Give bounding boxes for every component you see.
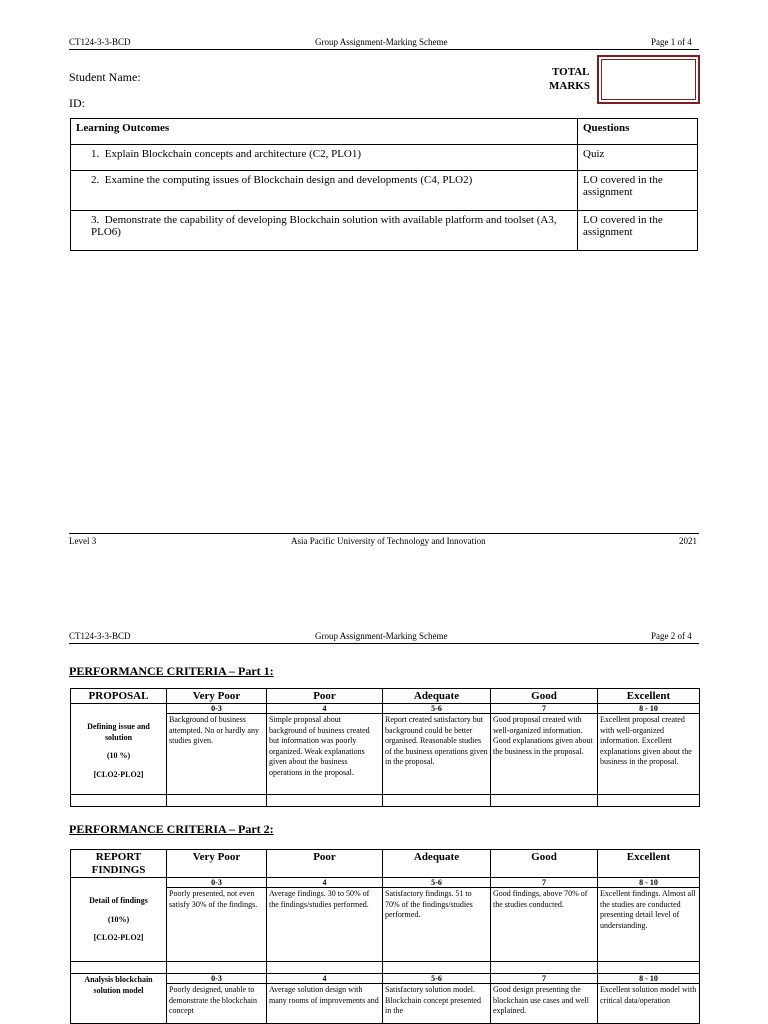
id-label: ID: <box>69 96 85 110</box>
cell-poor: Average findings. 30 to 50% of the findings/studies performed. <box>267 888 383 962</box>
page1-footer-rule <box>69 533 699 534</box>
criterion-name: Detail of findings <box>89 896 148 905</box>
range-very-poor: 0-3 <box>167 704 267 714</box>
part1-blank-cell <box>167 795 267 807</box>
cell-adequate: Satisfactory findings. 51 to 70% of the findings/studies performed. <box>383 888 491 962</box>
part2-header-poor: Poor <box>267 850 383 878</box>
criterion-weight: (10%) <box>107 914 130 924</box>
lo-header: Learning Outcomes <box>71 119 578 145</box>
cell-poor: Average solution design with many rooms of improvements and <box>267 984 383 1024</box>
part2-blank-cell <box>71 962 167 974</box>
range-very-poor: 0-3 <box>167 974 267 984</box>
lo-number: 2. <box>91 174 100 186</box>
criterion-clo: [CLO2-PLO2] <box>93 769 144 779</box>
lo-number: 1. <box>91 148 100 160</box>
part1-header-good: Good <box>491 689 598 704</box>
range-adequate: 5-6 <box>383 704 491 714</box>
range-poor: 4 <box>267 878 383 888</box>
part1-header-poor: Poor <box>267 689 383 704</box>
lo-number: 3. <box>91 214 100 226</box>
page1-page-number: Page 1 of 4 <box>651 37 692 47</box>
part2-blank-cell <box>383 962 491 974</box>
page1-footer-institution: Asia Pacific University of Technology and Innovation <box>291 536 486 546</box>
total-marks-label-line2: MARKS <box>549 80 590 92</box>
cell-excellent: Excellent solution model with critical data/operation <box>598 984 700 1024</box>
cell-very-poor: Background of business attempted. No or hardly any studies given. <box>167 714 267 795</box>
part2-blank-cell <box>598 962 700 974</box>
cell-very-poor: Poorly designed, unable to demonstrate the blockchain concept <box>167 984 267 1024</box>
lo-row <box>71 211 698 251</box>
page2-course-code: CT124-3-3-BCD <box>69 631 131 641</box>
range-good: 7 <box>491 974 598 984</box>
part1-criterion <box>71 704 167 795</box>
cell-excellent: Excellent findings. Almost all the studies are conducted presenting detail level of understanding. <box>598 888 700 962</box>
part2-header-adequate: Adequate <box>383 850 491 878</box>
part2-header-excellent: Excellent <box>598 850 700 878</box>
lo-question: LO covered in the assignment <box>578 211 698 251</box>
part2-blank-cell <box>267 962 383 974</box>
criterion-clo: [CLO2-PLO2] <box>93 933 144 942</box>
range-poor: 4 <box>267 704 383 714</box>
cell-good: Good proposal created with well-organized information. Good explanations given about the business in the proposal. <box>491 714 598 795</box>
range-excellent: 8 - 10 <box>598 974 700 984</box>
cell-good: Good findings, above 70% of the studies conducted. <box>491 888 598 962</box>
student-name-label: Student Name: <box>69 70 141 84</box>
range-adequate: 5-6 <box>383 878 491 888</box>
range-good: 7 <box>491 878 598 888</box>
range-good: 7 <box>491 704 598 714</box>
lo-text: Examine the computing issues of Blockchain design and developments (C4, PLO2) <box>104 174 473 186</box>
range-very-poor: 0-3 <box>167 878 267 888</box>
total-marks-box <box>597 55 700 104</box>
lo-text: Explain Blockchain concepts and architecture (C2, PLO1) <box>104 148 362 160</box>
part1-blank-cell <box>598 795 700 807</box>
part2-header-report-findings: REPORT FINDINGS <box>71 850 167 878</box>
part1-rubric-table <box>70 688 700 807</box>
total-marks-label-line1: TOTAL <box>552 66 590 78</box>
range-excellent: 8 - 10 <box>598 704 700 714</box>
page1-footer-year: 2021 <box>679 536 697 546</box>
part2-criterion <box>71 878 167 962</box>
page1-course-code: CT124-3-3-BCD <box>69 37 131 47</box>
part1-header-very-poor: Very Poor <box>167 689 267 704</box>
criterion-weight: (10 %) <box>106 751 131 760</box>
range-adequate: 5-6 <box>383 974 491 984</box>
page2-page-number: Page 2 of 4 <box>651 631 692 641</box>
part1-blank-cell <box>383 795 491 807</box>
part1-header-adequate: Adequate <box>383 689 491 704</box>
part2-blank-cell <box>491 962 598 974</box>
page2-doc-title: Group Assignment-Marking Scheme <box>315 631 448 641</box>
range-excellent: 8 - 10 <box>598 878 700 888</box>
part1-header-proposal: PROPOSAL <box>71 689 167 704</box>
lo-row <box>71 171 698 211</box>
page1-footer-level: Level 3 <box>69 536 97 546</box>
part2-rubric-table <box>70 849 700 1024</box>
cell-excellent: Excellent proposal created with well-organized information. Excellent explanations given about the business in the proposal. <box>598 714 700 795</box>
criterion-name: Defining issue and solution <box>87 722 150 742</box>
page1-doc-title: Group Assignment-Marking Scheme <box>315 37 448 47</box>
lo-text: Demonstrate the capability of developing Blockchain solution with available platform and toolset (A3, PLO6) <box>91 214 557 238</box>
range-poor: 4 <box>267 974 383 984</box>
cell-good: Good design presenting the blockchain use cases and well explained. <box>491 984 598 1024</box>
questions-header: Questions <box>578 119 698 145</box>
page1-header-rule <box>69 49 699 50</box>
criterion-name: Analysis blockchain solution model <box>84 975 153 995</box>
cell-adequate: Report created satisfactory but background could be better organised. Reasonable studies of the business operations given in the proposal. <box>383 714 491 795</box>
part2-header-very-poor: Very Poor <box>167 850 267 878</box>
page2-header-rule <box>69 643 699 644</box>
cell-very-poor: Poorly presented, not even satisfy 30% of the findings. <box>167 888 267 962</box>
part2-header-good: Good <box>491 850 598 878</box>
part1-blank-cell <box>71 795 167 807</box>
part1-blank-cell <box>491 795 598 807</box>
cell-poor: Simple proposal about background of business created but information was poorly organized. Weak explanations given about the business operations in the proposal. <box>267 714 383 795</box>
part2-title: PERFORMANCE CRITERIA – Part 2: <box>69 822 274 836</box>
part1-header-excellent: Excellent <box>598 689 700 704</box>
cell-adequate: Satisfactory solution model. Blockchain concept presented in the <box>383 984 491 1024</box>
lo-question: LO covered in the assignment <box>578 171 698 211</box>
part2-criterion-2 <box>71 974 167 1024</box>
part2-blank-cell <box>167 962 267 974</box>
lo-question: Quiz <box>578 145 698 171</box>
learning-outcomes-table <box>70 118 698 251</box>
lo-row <box>71 145 698 171</box>
part1-blank-cell <box>267 795 383 807</box>
part1-title: PERFORMANCE CRITERIA – Part 1: <box>69 664 274 678</box>
